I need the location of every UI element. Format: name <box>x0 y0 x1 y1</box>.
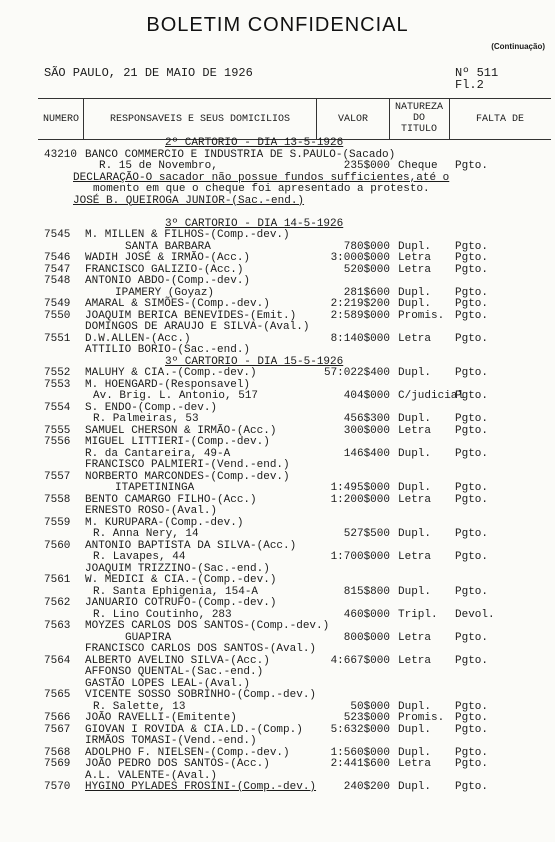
default-reason: Pgto. <box>455 367 489 379</box>
responsible-party: DOMINGOS DE ARAUJO E SILVA-(Aval.) <box>85 321 310 333</box>
table-row <box>0 644 555 656</box>
table-row <box>0 299 555 311</box>
responsible-party: JANUARIO COTRUFO-(Comp.-dev.) <box>85 597 277 609</box>
col-divider-4 <box>449 99 450 139</box>
table-row <box>0 391 555 403</box>
responsible-party: JOAQUIM TRIZZINO-(Sac.-end.) <box>85 562 270 575</box>
default-reason: Pgto. <box>455 424 489 437</box>
responsible-party: R. Lino Coutinho, 283 <box>93 608 232 621</box>
title-nature: Letra <box>398 631 432 644</box>
title-nature: C/judicial <box>398 390 465 402</box>
default-reason: Pgto. <box>455 723 489 736</box>
responsible-party: AMARAL & SIMÕES-(Comp.-dev.) <box>85 298 270 310</box>
title-nature: Letra <box>398 332 432 345</box>
record-number: 7560 <box>44 539 71 552</box>
title-nature: Dupl. <box>398 746 432 759</box>
responsible-party: A.L. VALENTE-(Aval.) <box>85 769 218 782</box>
amount: 780$000 <box>343 240 390 253</box>
record-number: 7554 <box>44 401 71 414</box>
title-nature: Dupl. <box>398 286 432 299</box>
default-reason: Pgto. <box>455 631 489 644</box>
default-reason: Pgto. <box>455 390 489 402</box>
title-nature: Cheque <box>398 160 438 172</box>
column-header-falta: FALTA DE <box>475 114 524 125</box>
amount: 3:000$000 <box>330 252 390 264</box>
default-reason: Pgto. <box>455 160 489 172</box>
table-row <box>0 587 555 599</box>
responsible-party: WADIH JOSÉ & IRMÃO-(Acc.) <box>85 252 251 264</box>
responsible-party: BANCO COMMERCIO E INDUSTRIA DE S.PAULO-(Sacado) <box>85 148 396 161</box>
responsible-party: ALBERTO AVELINO SILVA-(Acc.) <box>85 654 270 667</box>
amount: 5:632$000 <box>330 723 390 736</box>
table-row <box>0 253 555 265</box>
table-row <box>0 184 555 196</box>
responsible-party: SANTA BARBARA <box>125 240 211 253</box>
default-reason: Pgto. <box>455 263 489 276</box>
record-number: 7567 <box>44 723 71 736</box>
table-row <box>0 276 555 288</box>
amount: 240$200 <box>343 781 390 793</box>
responsible-party: JOSÉ B. QUEIROGA JUNIOR-(Sac.-end.) <box>73 194 305 207</box>
amount: 1:700$000 <box>330 551 390 563</box>
responsible-party: Av. Brig. L. Antonio, 517 <box>93 390 259 402</box>
responsible-party: NORBERTO MARCONDES-(Comp.-dev.) <box>85 470 290 483</box>
col-divider-2 <box>316 99 317 139</box>
amount: 4:667$000 <box>330 654 390 667</box>
responsible-party: R. Anna Nery, 14 <box>93 528 199 540</box>
title-nature: Dupl. <box>398 447 432 460</box>
title-nature: Dupl. <box>398 413 432 425</box>
responsible-party: ANTONIO BAPTISTA DA SILVA-(Acc.) <box>85 539 297 552</box>
title-nature: Promis. <box>398 309 445 322</box>
amount: 800$000 <box>343 631 390 644</box>
table-row <box>0 230 555 242</box>
responsible-party: 3º CARTORIO - DIA 14-5-1926 <box>165 217 344 230</box>
title-nature: Dupl. <box>398 528 432 540</box>
amount: 2:589$000 <box>330 309 390 322</box>
column-header-natureza <box>390 102 448 135</box>
responsible-party: GIOVAN I ROVIDA & CIA.LD.-(Comp.) <box>85 723 303 736</box>
record-number: 7557 <box>44 470 71 483</box>
default-reason: Pgto. <box>455 781 489 793</box>
responsible-party: FRANCISCO GALIZIO-(Acc.) <box>85 263 244 276</box>
record-number: 7548 <box>44 275 71 287</box>
table-row <box>0 529 555 541</box>
title-nature: Letra <box>398 424 432 437</box>
record-number: 7570 <box>44 781 71 793</box>
title-nature: Promis. <box>398 712 445 724</box>
column-header-numero: NUMERO <box>42 114 79 125</box>
record-number: 7546 <box>44 252 71 264</box>
default-reason: Pgto. <box>455 413 489 425</box>
responsible-party: JOAQUIM BERICA BENEVIDES-(Emit.) <box>85 309 297 322</box>
default-reason: Pgto. <box>455 493 489 506</box>
default-reason: Pgto. <box>455 758 489 770</box>
date-line: SÃO PAULO, 21 DE MAIO DE 1926 <box>44 66 253 80</box>
header-top-rule <box>38 98 551 99</box>
table-row <box>0 506 555 518</box>
protest-listing <box>0 138 555 794</box>
default-reason: Pgto. <box>455 528 489 540</box>
record-number: 7563 <box>44 620 71 632</box>
responsible-party: MALUHY & CIA.-(Comp.-dev.) <box>85 367 257 379</box>
section-heading <box>0 138 555 150</box>
table-row <box>0 460 555 472</box>
record-number: 7545 <box>44 229 71 241</box>
title-nature: Dupl. <box>398 700 432 713</box>
table-row <box>0 725 555 737</box>
table-row <box>0 322 555 334</box>
continuation-label: (Continuação) <box>491 42 545 51</box>
table-row <box>0 368 555 380</box>
record-number: 7562 <box>44 597 71 609</box>
record-number: 43210 <box>44 148 78 161</box>
responsible-party: ADOLPHO F. NIELSEN-(Comp.-dev.) <box>85 746 290 759</box>
record-number: 7551 <box>44 332 71 345</box>
record-number: 7561 <box>44 574 71 586</box>
responsible-party: AFFONSO QUENTAL-(Sac.-end.) <box>85 666 264 678</box>
amount: 146$400 <box>343 447 390 460</box>
amount: 281$600 <box>343 286 390 299</box>
default-reason: Pgto. <box>455 240 489 253</box>
table-row <box>0 564 555 576</box>
responsible-party: M. MILLEN & FILHOS-(Comp.-dev.) <box>85 229 290 241</box>
amount: 460$000 <box>343 608 390 621</box>
record-number: 7550 <box>44 309 71 322</box>
table-row <box>0 196 555 208</box>
table-row <box>0 621 555 633</box>
amount: 456$300 <box>343 413 390 425</box>
responsible-party: MIGUEL LITTIERI-(Comp.-dev.) <box>85 436 270 448</box>
amount: 523$000 <box>343 712 390 724</box>
record-number: 7559 <box>44 516 71 529</box>
amount: 404$000 <box>343 390 390 402</box>
table-row <box>0 656 555 668</box>
column-header-valor: VALOR <box>337 114 368 125</box>
natureza-line-3: TITULO <box>400 124 437 135</box>
table-row <box>0 437 555 449</box>
col-divider-1 <box>83 99 84 139</box>
amount: 57:022$400 <box>323 367 390 379</box>
record-number: 7549 <box>44 298 71 310</box>
table-row <box>0 414 555 426</box>
default-reason: Pgto. <box>455 712 489 724</box>
responsible-party: R. Salette, 13 <box>93 700 186 713</box>
default-reason: Pgto. <box>455 447 489 460</box>
default-reason: Pgto. <box>455 746 489 759</box>
default-reason: Pgto. <box>455 482 489 494</box>
record-number: 7547 <box>44 263 71 276</box>
title-nature: Dupl. <box>398 723 432 736</box>
table-row <box>0 207 555 219</box>
responsible-party: GUAPIRA <box>125 631 172 644</box>
responsible-party: FRANCISCO PALMIERI-(Vend.-end.) <box>85 459 290 471</box>
natureza-line-2: DO <box>412 113 425 124</box>
responsible-party: BENTO CAMARGO FILHO-(Acc.) <box>85 493 257 506</box>
table-row <box>0 575 555 587</box>
default-reason: Pgto. <box>455 298 489 310</box>
record-number: 7565 <box>44 689 71 701</box>
responsible-party: GASTÃO LOPES LEAL-(Aval.) <box>85 677 251 690</box>
title-nature: Dupl. <box>398 298 432 310</box>
table-row <box>0 690 555 702</box>
table-row <box>0 598 555 610</box>
sheet-number: Fl.2 <box>455 78 484 92</box>
table-row <box>0 426 555 438</box>
amount: 50$000 <box>350 700 390 713</box>
amount: 8:140$000 <box>330 332 390 345</box>
table-row <box>0 667 555 679</box>
responsible-party: SAMUEL CHERSON & IRMÃO-(Acc.) <box>85 424 277 437</box>
responsible-party: R. Lavapes, 44 <box>93 551 186 563</box>
responsible-party: IRMÃOS TOMASI-(Vend.-end.) <box>85 735 257 747</box>
title-nature: Dupl. <box>398 781 432 793</box>
table-row <box>0 265 555 277</box>
title-nature: Dupl. <box>398 367 432 379</box>
responsible-party: ERNESTO ROSO-(Aval.) <box>85 505 218 517</box>
responsible-party: FRANCISCO CARLOS DOS SANTOS-(Aval.) <box>85 643 317 655</box>
table-row <box>0 759 555 771</box>
record-number: 7564 <box>44 654 71 667</box>
amount: 1:200$000 <box>330 493 390 506</box>
responsible-party: JOÃO PEDRO DOS SANTOS-(Acc.) <box>85 758 270 770</box>
title-nature: Letra <box>398 654 432 667</box>
column-header-responsaveis: RESPONSAVEIS E SEUS DOMICILIOS <box>109 114 291 125</box>
amount: 527$500 <box>343 528 390 540</box>
default-reason: Pgto. <box>455 551 489 563</box>
responsible-party: W. MEDICI & CIA.-(Comp.-dev.) <box>85 574 277 586</box>
default-reason: Pgto. <box>455 654 489 667</box>
amount: 300$000 <box>343 424 390 437</box>
record-number: 7558 <box>44 493 71 506</box>
amount: 815$800 <box>343 585 390 598</box>
default-reason: Pgto. <box>455 700 489 713</box>
table-row <box>0 345 555 357</box>
responsible-party: R. da Cantareira, 49-A <box>85 447 231 460</box>
record-number: 7555 <box>44 424 71 437</box>
title-nature: Dupl. <box>398 585 432 598</box>
default-reason: Pgto. <box>455 286 489 299</box>
table-row <box>0 334 555 346</box>
responsible-party: R. Santa Ephigenia, 154-A <box>93 585 259 598</box>
responsible-party: HYGINO PYLADES FROSINI-(Comp.-dev.) <box>85 781 317 793</box>
responsible-party: IPAMERY (Goyaz) <box>115 286 215 299</box>
title-nature: Dupl. <box>398 482 432 494</box>
title-nature: Letra <box>398 758 432 770</box>
responsible-party: ATTILIO BORIO-(Sac.-end.) <box>85 344 251 356</box>
default-reason: Pgto. <box>455 252 489 264</box>
responsible-party: M. HOENGARD-(Responsavel) <box>85 378 251 391</box>
responsible-party: 3º CARTORIO - DIA 15-5-1926 <box>165 355 344 368</box>
responsible-party: ITAPETININGA <box>115 482 195 494</box>
table-row <box>0 552 555 564</box>
default-reason: Pgto. <box>455 309 489 322</box>
default-reason: Pgto. <box>455 332 489 345</box>
natureza-line-1: NATUREZA <box>394 102 443 113</box>
amount: 2:219$200 <box>330 298 390 310</box>
responsible-party: VICENTE SOSSO SOBRINHO-(Comp.-dev.) <box>85 689 317 701</box>
table-row <box>0 161 555 173</box>
record-number: 7569 <box>44 758 71 770</box>
title-nature: Letra <box>398 263 432 276</box>
record-number: 7552 <box>44 367 71 379</box>
title-nature: Tripl. <box>398 608 438 621</box>
responsible-party: R. 15 de Novembro, <box>99 160 218 172</box>
title-nature: Letra <box>398 493 432 506</box>
title-nature: Letra <box>398 551 432 563</box>
bulletin-number: Nº 511 <box>455 66 499 80</box>
table-row <box>0 782 555 794</box>
title-nature: Dupl. <box>398 240 432 253</box>
responsible-party: momento em que o cheque foi apresentado a protesto. <box>93 183 430 195</box>
table-row <box>0 483 555 495</box>
responsible-party: R. Palmeiras, 53 <box>93 413 199 425</box>
default-reason: Devol. <box>455 608 495 621</box>
amount: 2:441$600 <box>330 758 390 770</box>
record-number: 7566 <box>44 712 71 724</box>
table-row <box>0 495 555 507</box>
responsible-party: S. ENDO-(Comp.-dev.) <box>85 401 218 414</box>
document-title: BOLETIM CONFIDENCIAL <box>146 14 409 36</box>
responsible-party: DECLARAÇÃO-O sacador não possue fundos sufficientes,até o <box>73 171 450 184</box>
responsible-party: M. KURUPARA-(Comp.-dev.) <box>85 516 244 529</box>
table-row <box>0 713 555 725</box>
record-number: 7568 <box>44 746 71 759</box>
responsible-party: ANTONIO ABDO-(Comp.-dev.) <box>85 275 251 287</box>
default-reason: Pgto. <box>455 585 489 598</box>
table-row <box>0 736 555 748</box>
record-number: 7556 <box>44 436 71 448</box>
amount: 1:560$000 <box>330 746 390 759</box>
amount: 520$000 <box>343 263 390 276</box>
amount: 235$000 <box>343 160 390 172</box>
title-nature: Letra <box>398 252 432 264</box>
responsible-party: MOYZES CARLOS DOS SANTOS-(Comp.-dev.) <box>85 620 330 632</box>
responsible-party: D.W.ALLEN-(Acc.) <box>85 332 191 345</box>
responsible-party: JOÃO RAVELLI-(Emitente) <box>85 712 237 724</box>
responsible-party: 2º CARTORIO - DIA 13-5-1926 <box>165 137 344 149</box>
record-number: 7553 <box>44 378 71 391</box>
amount: 1:495$000 <box>330 482 390 494</box>
